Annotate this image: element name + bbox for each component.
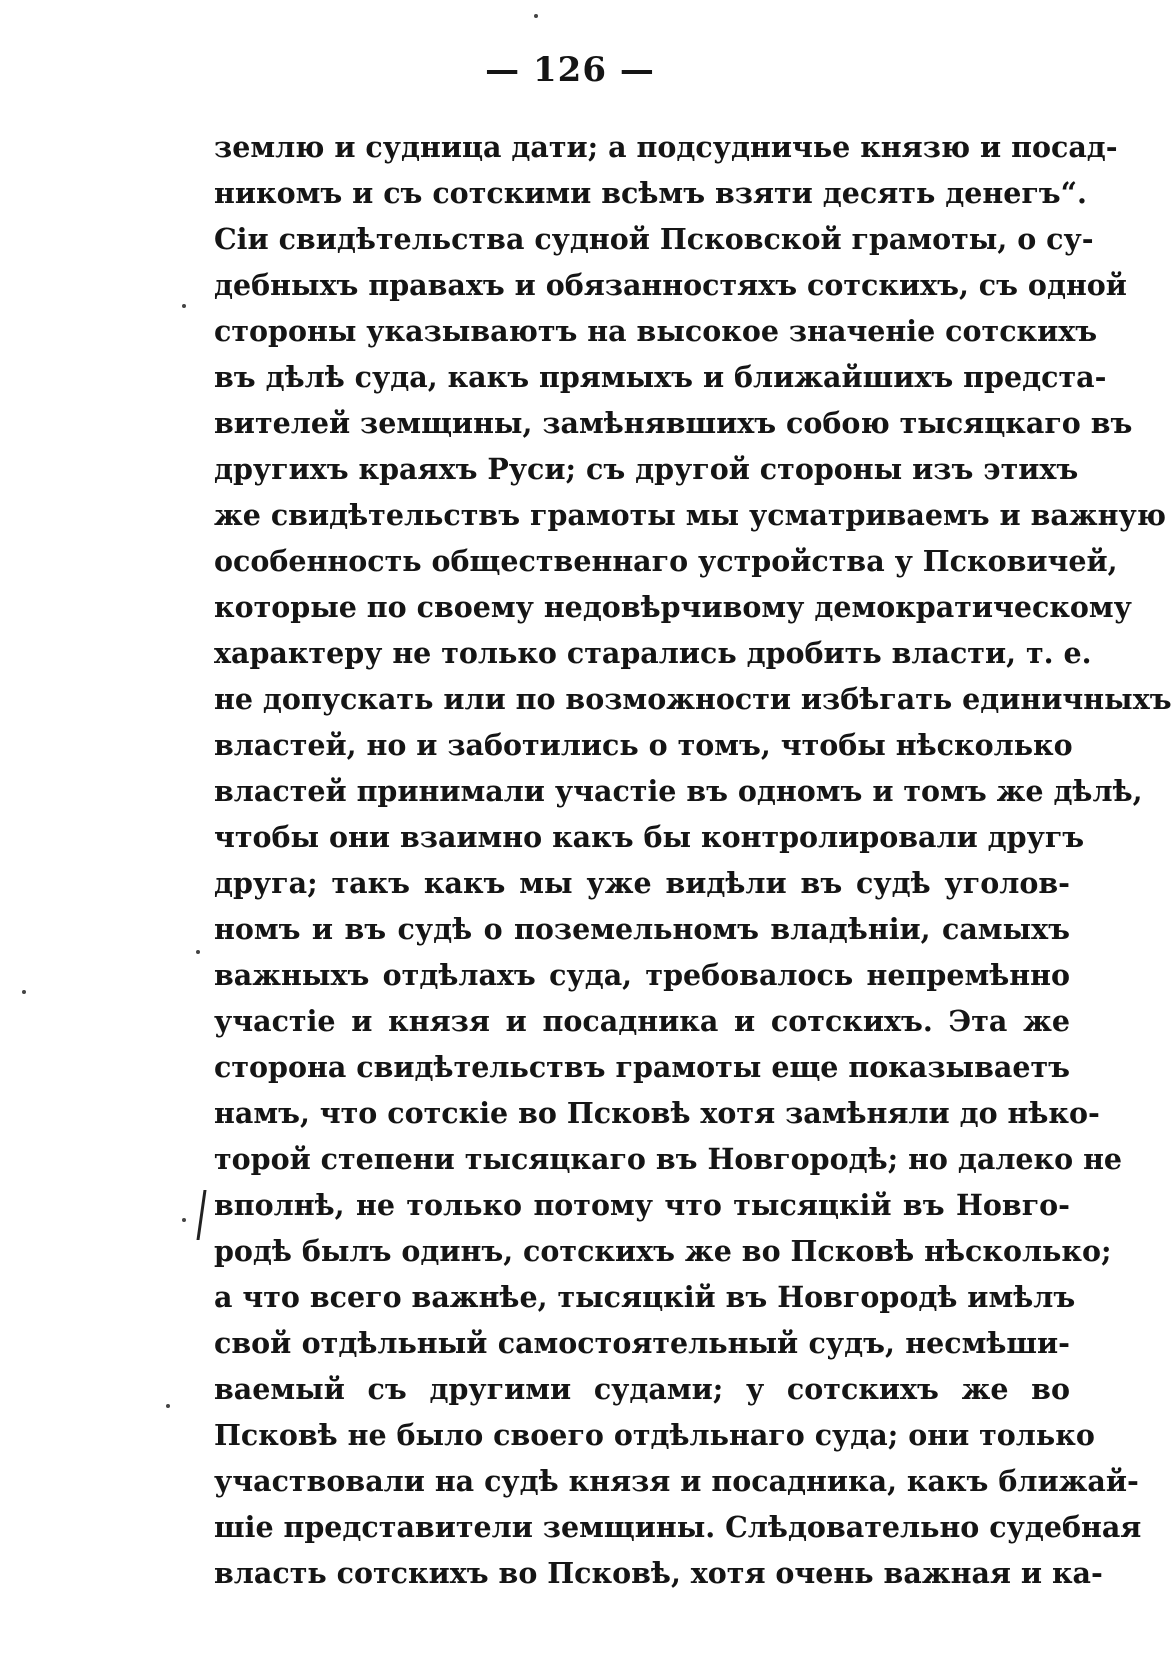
text-line: шіе представители земщины. Слѣдовательно судебная <box>214 1510 1142 1544</box>
text-line: власть сотскихъ во Псковѣ, хотя очень важная и ка- <box>214 1556 1103 1590</box>
scan-speck <box>166 1404 170 1408</box>
text-line: торой степени тысяцкаго въ Новгородѣ; но далеко не <box>214 1142 1123 1176</box>
text-line: дебныхъ правахъ и обязанностяхъ сотскихъ, съ одной <box>214 268 1127 302</box>
text-line: номъ и въ судѣ о поземельномъ владѣніи, самыхъ <box>214 912 1070 946</box>
scan-speck <box>22 990 26 994</box>
text-line: другихъ краяхъ Руси; съ другой стороны изъ этихъ <box>214 452 1079 486</box>
text-line: чтобы они взаимно какъ бы контролировали другъ <box>214 820 1085 854</box>
text-line: землю и судница дати; а подсудничье князю и посад- <box>214 130 1118 164</box>
text-line: властей принимали участіе въ одномъ и томъ же дѣлѣ, <box>214 774 1143 808</box>
text-line: участвовали на судѣ князя и посадника, какъ ближай- <box>214 1464 1139 1498</box>
text-line: друга; такъ какъ мы уже видѣли въ судѣ уголов- <box>214 866 1070 900</box>
text-line: же свидѣтельствъ грамоты мы усматриваемъ и важную <box>214 498 1166 532</box>
margin-mark <box>196 1190 206 1240</box>
scan-speck <box>182 304 186 308</box>
text-line: намъ, что сотскіе во Псковѣ хотя замѣняли до нѣко- <box>214 1096 1100 1130</box>
text-line: участіе и князя и посадника и сотскихъ. Эта же <box>214 1004 1070 1038</box>
scan-speck <box>182 1218 186 1222</box>
text-line: которые по своему недовѣрчивому демократическому <box>214 590 1132 624</box>
text-line: а что всего важнѣе, тысяцкій въ Новгородѣ имѣлъ <box>214 1280 1076 1314</box>
scan-speck <box>534 14 538 18</box>
text-line: никомъ и съ сотскими всѣмъ взяти десять денегъ“. <box>214 176 1087 210</box>
text-line: важныхъ отдѣлахъ суда, требовалось непремѣнно <box>214 958 1070 992</box>
page-number: — 126 — <box>485 50 655 90</box>
text-line: сторона свидѣтельствъ грамоты еще показываетъ <box>214 1050 1070 1084</box>
body-text <box>214 124 1172 1596</box>
text-line: особенность общественнаго устройства у Псковичей, <box>214 544 1118 578</box>
text-line: властей, но и заботились о томъ, чтобы нѣсколько <box>214 728 1073 762</box>
text-line: свой отдѣльный самостоятельный судъ, несмѣши- <box>214 1326 1070 1360</box>
text-line: Сіи свидѣтельства судной Псковской грамоты, о су- <box>214 222 1094 256</box>
text-line: ваемый съ другими судами; у сотскихъ же во <box>214 1372 1070 1406</box>
text-line: вителей земщины, замѣнявшихъ собою тысяцкаго въ <box>214 406 1133 440</box>
text-line: въ дѣлѣ суда, какъ прямыхъ и ближайшихъ предста- <box>214 360 1107 394</box>
text-line: не допускать или по возможности избѣгать единичныхъ <box>214 682 1172 716</box>
text-line: вполнѣ, не только потому что тысяцкій въ Новго- <box>214 1188 1070 1222</box>
text-line: родѣ былъ одинъ, сотскихъ же во Псковѣ нѣсколько; <box>214 1234 1112 1268</box>
text-line: Псковѣ не было своего отдѣльнаго суда; они только <box>214 1418 1095 1452</box>
text-line: характеру не только старались дробить власти, т. е. <box>214 636 1092 670</box>
text-line: стороны указываютъ на высокое значеніе сотскихъ <box>214 314 1098 348</box>
scan-speck <box>196 950 200 954</box>
